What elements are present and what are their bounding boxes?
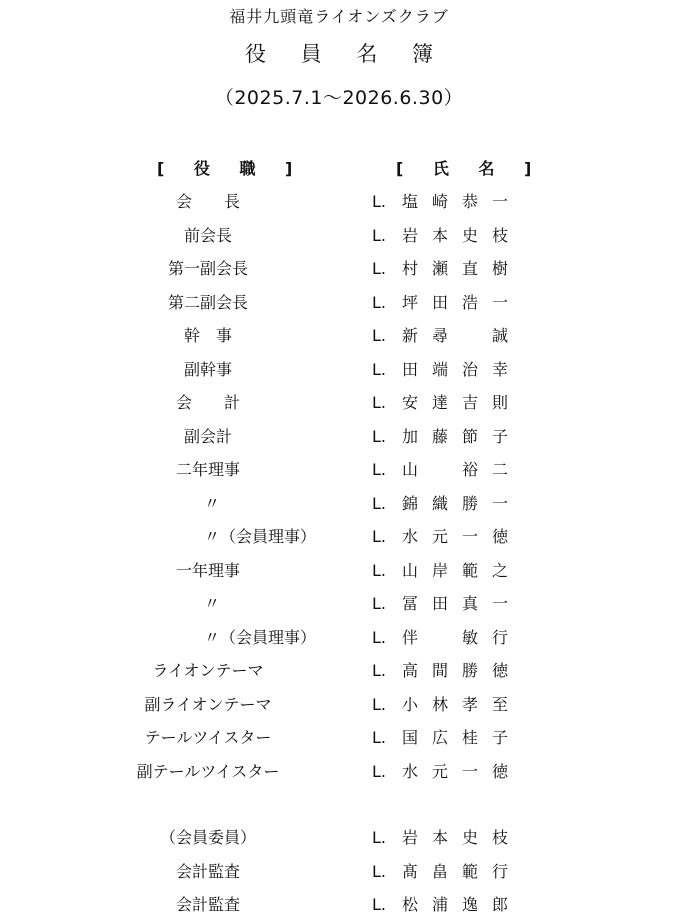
role-title: 副テールツイスター	[136, 761, 280, 781]
role-title: 〃	[204, 493, 221, 513]
lion-prefix: L.	[372, 594, 386, 613]
name-column-header: [ 氏 名 ]	[396, 159, 544, 178]
officer-row	[0, 185, 678, 218]
role-title: 会 計	[175, 393, 241, 412]
role-title: テールツイスター	[144, 728, 272, 747]
role-title: 一年理事	[175, 560, 241, 580]
lion-prefix: L.	[372, 861, 386, 881]
member-name: 岩本史枝	[402, 828, 523, 847]
member-name: 山岸範之	[402, 560, 523, 580]
member-name: 冨田真一	[402, 594, 523, 613]
lion-prefix: L.	[372, 694, 386, 714]
term-period: （2025.7.1～2026.6.30）	[214, 87, 464, 109]
lion-prefix: L.	[372, 359, 386, 379]
member-name: 山 裕二	[402, 460, 523, 479]
role-title: 幹 事	[183, 326, 233, 345]
role-title: 会 長	[175, 192, 241, 211]
officer-row	[0, 621, 678, 654]
committee-row	[0, 888, 678, 921]
member-name: 水元一徳	[402, 761, 523, 781]
member-name: 田端治幸	[402, 359, 523, 379]
officer-row	[0, 688, 678, 721]
lion-prefix: L.	[372, 828, 386, 847]
role-title: 二年理事	[175, 460, 241, 479]
role-title: 副ライオンテーマ	[144, 694, 272, 714]
lion-prefix: L.	[372, 761, 386, 781]
member-name: 加藤節子	[402, 426, 523, 446]
committee-row	[0, 855, 678, 888]
member-name: 松浦逸郎	[402, 895, 523, 914]
club-name: 福井九頭竜ライオンズクラブ	[229, 7, 449, 26]
role-title: 副会計	[183, 426, 233, 446]
role-title: 副幹事	[183, 359, 233, 379]
member-name: 坪田浩一	[402, 292, 523, 312]
member-name: 国広桂子	[402, 728, 523, 747]
member-name: 伴 敏行	[402, 627, 523, 647]
role-title: （会員委員）	[159, 828, 257, 847]
officer-row	[0, 654, 678, 687]
officer-row	[0, 520, 678, 553]
role-title: 会計監査	[175, 861, 241, 881]
officer-row	[0, 386, 678, 419]
lion-prefix: L.	[372, 493, 386, 513]
officer-row	[0, 587, 678, 620]
document-title: 役 員 名 簿	[244, 42, 448, 66]
member-name: 塩崎恭一	[402, 192, 523, 211]
lion-prefix: L.	[372, 627, 386, 647]
lion-prefix: L.	[372, 527, 386, 546]
member-name: 安達吉則	[402, 393, 523, 412]
officer-row	[0, 554, 678, 587]
officer-row	[0, 319, 678, 352]
member-name: 岩本史枝	[402, 225, 523, 245]
member-name: 水元一徳	[402, 527, 523, 546]
officer-row	[0, 721, 678, 754]
role-column-header: [ 役 職 ]	[157, 159, 305, 178]
lion-prefix: L.	[372, 560, 386, 580]
role-title: 〃（会員理事）	[204, 527, 317, 546]
role-title: 前会長	[183, 225, 233, 245]
role-title: 第二副会長	[167, 292, 249, 312]
member-name: 錦織勝一	[402, 493, 523, 513]
member-name: 髙畠範行	[402, 861, 523, 881]
committee-row	[0, 821, 678, 854]
lion-prefix: L.	[372, 192, 386, 211]
role-title: 〃	[204, 594, 221, 613]
lion-prefix: L.	[372, 661, 386, 680]
role-title: 第一副会長	[167, 259, 249, 278]
officer-row	[0, 353, 678, 386]
member-name: 村瀬直樹	[402, 259, 523, 278]
officer-row	[0, 252, 678, 285]
lion-prefix: L.	[372, 426, 386, 446]
lion-prefix: L.	[372, 326, 386, 345]
lion-prefix: L.	[372, 393, 386, 412]
lion-prefix: L.	[372, 460, 386, 479]
lion-prefix: L.	[372, 292, 386, 312]
lion-prefix: L.	[372, 895, 386, 914]
officer-row	[0, 453, 678, 486]
lion-prefix: L.	[372, 259, 386, 278]
role-title: 〃（会員理事）	[204, 627, 317, 647]
officer-row	[0, 420, 678, 453]
lion-prefix: L.	[372, 728, 386, 747]
lion-prefix: L.	[372, 225, 386, 245]
role-title: 会計監査	[175, 895, 241, 914]
member-name: 新尋 誠	[402, 326, 523, 345]
officer-row	[0, 755, 678, 788]
officer-row	[0, 286, 678, 319]
officer-row	[0, 219, 678, 252]
role-title: ライオンテーマ	[152, 661, 264, 680]
member-name: 高間勝徳	[402, 661, 523, 680]
member-name: 小林孝至	[402, 694, 523, 714]
officer-row	[0, 487, 678, 520]
